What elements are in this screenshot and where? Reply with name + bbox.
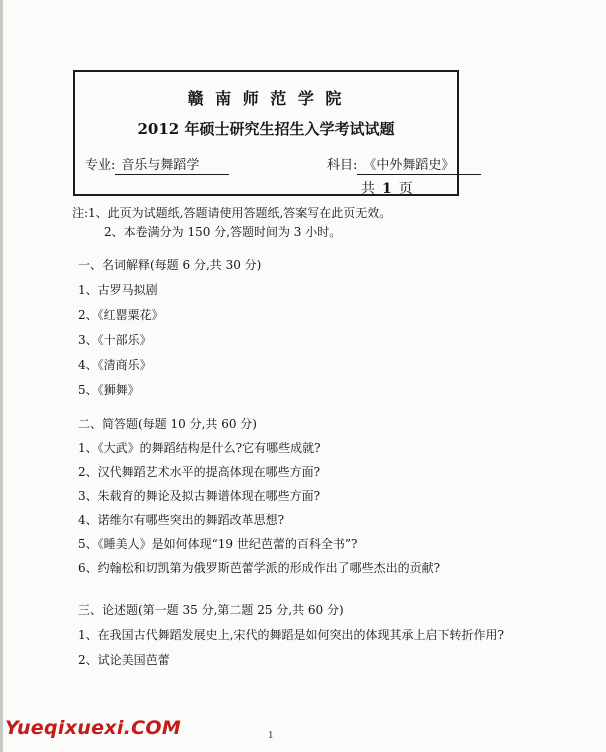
exam-notes — [72, 204, 391, 242]
question-item: 2、《红罂粟花》 — [78, 308, 164, 322]
section-title: 二、简答题(每题 10 分,共 60 分) — [78, 417, 257, 431]
question-item: 4、诺维尔有哪些突出的舞蹈改革思想? — [78, 513, 285, 527]
question-item: 3、《十部乐》 — [78, 333, 152, 347]
section-title: 三、论述题(第一题 35 分,第二题 25 分,共 60 分) — [78, 603, 344, 617]
section-definitions — [78, 256, 261, 399]
scan-edge — [0, 0, 3, 752]
question-item: 5、《狮舞》 — [78, 383, 140, 397]
page-count-number: 1 — [382, 181, 392, 197]
page-count-suffix: 页 — [398, 181, 413, 197]
question-item: 2、试论美国芭蕾 — [78, 653, 170, 667]
major-label: 专业: — [85, 158, 116, 173]
question-item: 2、汉代舞蹈艺术水平的提高体现在哪些方面? — [78, 465, 321, 479]
page-number: 1 — [268, 731, 274, 741]
question-item: 5、《睡美人》是如何体现“19 世纪芭蕾的百科全书”? — [78, 537, 358, 551]
header-box — [73, 70, 459, 196]
school-name: 赣 南 师 范 学 院 — [187, 89, 345, 108]
subject-label: 科目: — [327, 158, 358, 173]
page-count-row — [361, 178, 413, 198]
question-item: 6、约翰松和切凯第为俄罗斯芭蕾学派的形成作出了哪些杰出的贡献? — [78, 561, 441, 575]
section-short-answer — [78, 415, 440, 577]
major-value: 音乐与舞蹈学 — [115, 158, 229, 175]
page-count-prefix: 共 — [361, 181, 375, 197]
major-row — [85, 154, 229, 175]
question-item: 3、朱载育的舞论及拟古舞谱体现在哪些方面? — [78, 489, 321, 503]
subject-value: 《中外舞蹈史》 — [357, 158, 481, 175]
section-title: 一、名词解释(每题 6 分,共 30 分) — [78, 258, 262, 272]
note-line-2: 2、本卷满分为 150 分,答题时间为 3 小时。 — [104, 225, 342, 239]
question-item: 1、古罗马拟剧 — [78, 283, 158, 297]
question-item: 1、在我国古代舞蹈发展史上,宋代的舞蹈是如何突出的体现其承上启下转折作用? — [78, 628, 504, 642]
section-essay — [78, 601, 578, 669]
question-item: 1、《大武》的舞蹈结构是什么?它有哪些成就? — [78, 441, 321, 455]
note-line-1: 注:1、此页为试题纸,答题请使用答题纸,答案写在此页无效。 — [72, 206, 392, 220]
exam-title: 2012 年硕士研究生招生入学考试试题 — [137, 120, 395, 138]
subject-row — [327, 154, 481, 175]
question-item: 4、《清商乐》 — [78, 358, 152, 372]
site-watermark: Yueqixuexi.COM — [5, 717, 182, 739]
